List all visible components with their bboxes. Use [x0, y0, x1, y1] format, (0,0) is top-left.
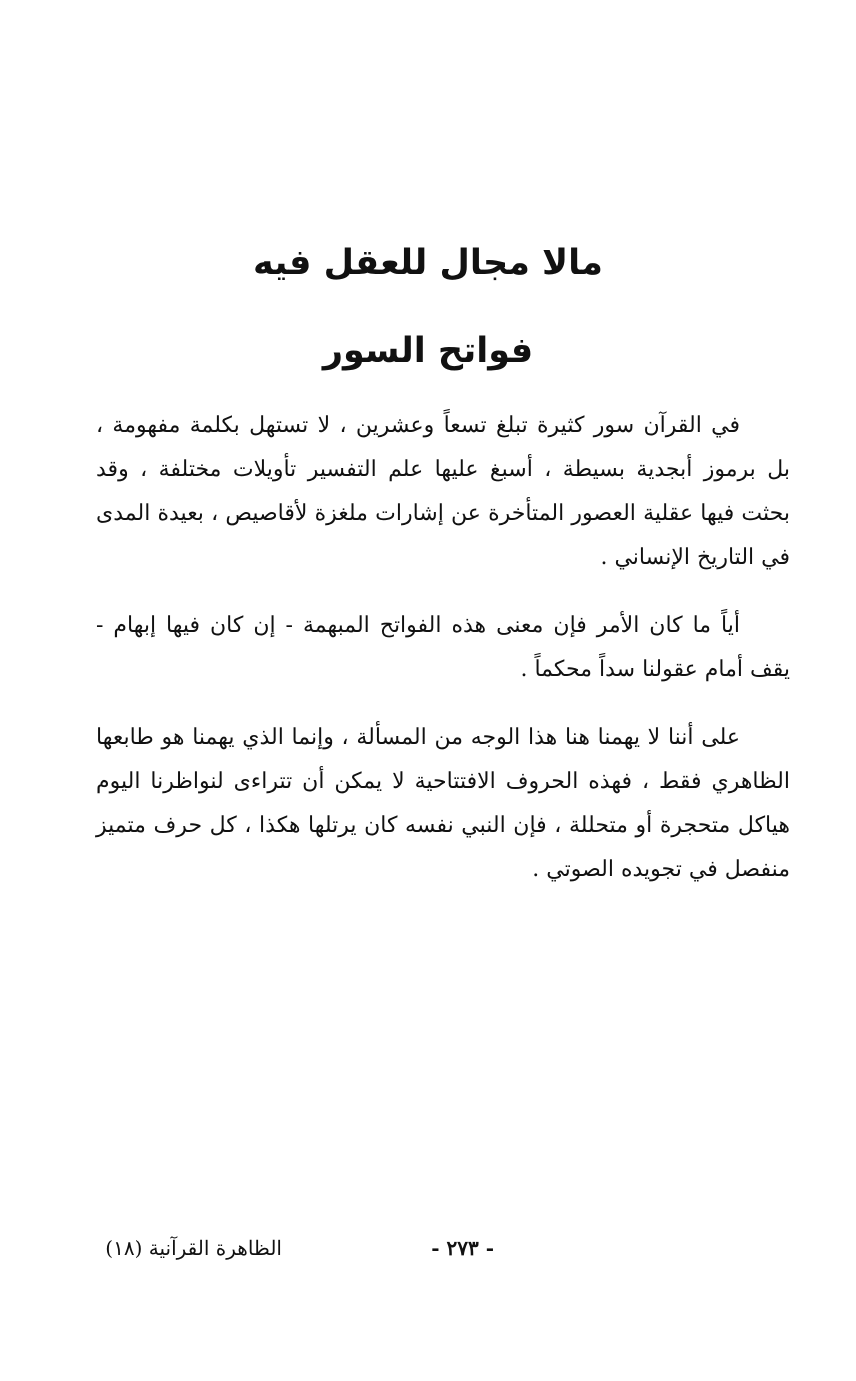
chapter-heading: مالا مجال للعقل فيه	[253, 243, 603, 283]
section-heading: فواتح السور	[322, 331, 534, 371]
page-footer	[100, 1230, 790, 1266]
paragraph: في القرآن سور كثيرة تبلغ تسعاً وعشرين ، لا تستهل بكلمة مفهومة ، بل برموز أبجدية بسيطة ، أسبغ عليها علم التفسير تأويلات مختلفة ، وقد بحثت فيها عقلية العصور المتأخرة عن إشارات ملغزة لأقاصيص ، بعيدة المدى في التاريخ الإنساني .	[96, 413, 790, 570]
paragraph: على أننا لا يهمنا هنا هذا الوجه من المسألة ، وإنما الذي يهمنا هو طابعها الظاهري فقط ، فهذه الحروف الافتتاحية لا يمكن أن تتراءى لنواظرنا اليوم هياكل متحجرة أو متحللة ، فإن النبي نفسه كان يرتلها هكذا ، كل حرف متميز منفصل في تجويده الصوتي .	[96, 725, 790, 882]
page-number: - ٢٧٣ -	[431, 1236, 494, 1260]
body-text	[96, 404, 790, 892]
running-title: الظاهرة القرآنية (١٨)	[105, 1236, 282, 1260]
paragraph: أياً ما كان الأمر فإن معنى هذه الفواتح المبهمة - إن كان فيها إبهام - يقف أمام عقولنا سداً محكماً .	[96, 613, 790, 682]
